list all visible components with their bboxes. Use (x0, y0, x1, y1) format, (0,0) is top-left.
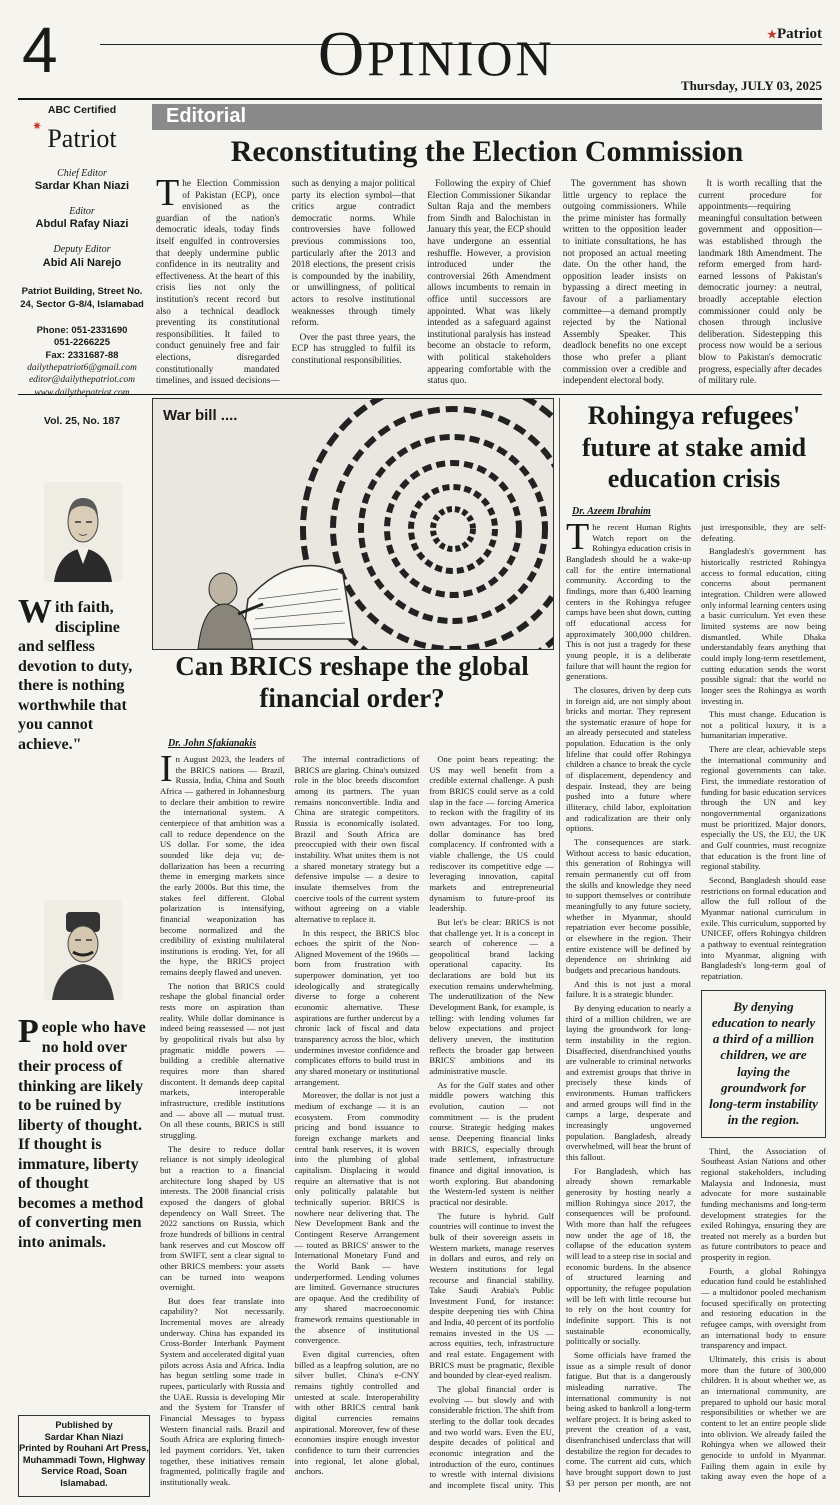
rohingya-paragraph: Fourth, a global Rohingya education fund could be established — a multidonor pooled mechanism focused specifically on protecting and restoring education in the refugee camps, with oversight from an international body to ensure transparency and impact. (701, 1265, 826, 1351)
brics-paragraph: One point bears repeating: the US may well benefit from a credible external challenge. A push from BRICS could serve as a cold slap in the face — forcing America to reckon with the fragility of its own advantages. For too long, dollar dominance has bred complacency. If confronted with a viable challenge, the US could rediscover its competitive edge — leveraging innovation, capital markets and entrepreneurial dynamism to future-proof its leadership. (429, 754, 554, 914)
staff-role: Editor (69, 205, 95, 217)
section-title-initial: O (318, 18, 368, 89)
paragraph-text: he Election Commission of Pakistan (ECP), once envisioned as the guardian of the nation's democratic ideals, today finds itself engulfed in controversies that deeply undermine public confidence in its neutrality and effectiveness. At the heart of this crisis lies not only the institution's recent record but also a technical deadlock preventing its constitutional responsibilities. It failed to conduct genuinely free and fair elections, disregarded constitutionally mandated timelines, and issued decisions—such as denying a major political party its election symbol—that critics argue contradict democratic norms. While controversies have followed previous commissions too, particularly after the 2013 and 2018 elections, the present crisis is compounded by the inability, or unwillingness, of political actors to resolve institutional weaknesses through timely reform. (156, 178, 416, 386)
editorial-label: Editorial (166, 105, 247, 127)
brics-paragraph: As for the Gulf states and other middle powers watching this evolution, caution — not commitment — is the prudent course. Strategic hedging makes sense. Deepening financial links with BRICS, especially through trade settlement, infrastructure finance and digital innovation, is worth exploring. But abandoning the Western-led system is neither practical nor desirable. (429, 1079, 554, 1207)
brics-paragraph: Even digital currencies, often billed as a leapfrog solution, are no silver bullet. China's e-CNY remains tightly controlled and untested at scale. Interoperability with other BRICS central bank digital currencies remains aspirational. Moreover, few of these economies inspire enough investor confidence to turn their currencies into regional, let alone global, anchors. (294, 1349, 420, 1477)
paragraph-text: n August 2023, the leaders of the BRICS nations — Brazil, Russia, India, China and South Africa — gathered in Johannesburg to declare their ambition to rewire the international system. A centerpiece of that ambition was a call to reduce dependence on the US dollar. For some, the idea sounded like deja vu; de-dollarization has been a recurring theme in emerging markets since the early 2000s. But this time, the stakes feel different. Global polarization is intensifying, financial weaponization has become normalized and the credibility of existing multilateral institutions is eroding. Yet, for all the hype, the BRICS project remains deeply flawed and uneven. (160, 754, 285, 978)
cartoon-caption: War bill .... (163, 407, 238, 424)
quote-jinnah (18, 593, 148, 754)
publisher-box (18, 1415, 150, 1497)
rohingya-paragraph (566, 522, 691, 682)
email-1: dailythepatriot6@gmail.com (27, 363, 137, 374)
rohingya-paragraph: This must change. Education is not a political luxury, it is a humanitarian imperative. (701, 709, 826, 741)
quote-initial: W (18, 593, 52, 630)
phone-2: 051-2266225 (54, 337, 110, 349)
editorial-paragraph: It is worth recalling that the current procedure for appointments—requiring meaningful consultation between government and opposition—was established through the landmark 18th Amendment. The reform emerged from hard-earned lessons of Pakistan's democratic journey: a neutral, broadly acceptable election commissioner could only be chosen through inclusive deliberation. Sidestepping this process now would be a serious blow to Pakistan's democratic progress, especially after decades of military rule. (698, 178, 822, 386)
staff-role: Deputy Editor (53, 244, 111, 256)
fax: Fax: 2331687-88 (45, 349, 119, 361)
rohingya-byline: Dr. Azeem Ibrahim (572, 506, 651, 517)
rohingya-pull-quote: By denying education to nearly a third of a million children, we are laying the groundwork for long-term instability in the region. (701, 990, 826, 1138)
quote-text: ith faith, discipline and selfless devotion to duty, there is nothing worthwhile that you cannot achieve." (18, 599, 133, 753)
rohingya-paragraph: And this is not just a moral failure. It is a strategic blunder. (566, 978, 691, 1000)
editorial-paragraph: Over the past three years, the ECP has struggled to fulfil its constitutional responsibilities. (291, 331, 416, 365)
brics-paragraph: The global financial order is evolving — but slowly and with considerable friction. The shift from sterling to the dollar took decades and two world wars. Even the EU, despite decades of political and economic integration and the introduction of the euro, continues to wrestle with internal divisions and incomplete fiscal unity. This (429, 1384, 554, 1490)
publisher-name: Sardar Khan Niazi (44, 1431, 124, 1442)
top-rule (18, 98, 822, 100)
brics-paragraph: The internal contradictions of BRICS are glaring. China's outsized role in the bloc breeds discomfort among its partners. The yuan remains nonconvertible. India and China are strategic competitors. Russia is economically isolated. Brazil and South Africa are preoccupied with their own fiscal instability. What unites them is not a shared monetary strategy but a defensive impulse — a desire to insulate themselves from the coercive tools of the current system without agreeing on a viable alternative to replace it. (294, 754, 420, 924)
rohingya-paragraph: Ultimately, this crisis is about more than the future of 300,000 children. It is about whether we, as an international community, are prepared to uphold our basic moral responsibilities or whether we are content to let an entire people slide into oblivion. We already failed the Rohingya when we allowed their genocide to unfold in Myanmar. Failing them again in exile by taking away even the hope of a (701, 1354, 826, 1482)
rohingya-paragraph: For Bangladesh, which has already shown remarkable generosity by hosting nearly a million Rohingya since 2017, the consequences will be profound. With more than half the refugees now under the age of 18, the collapse of the education system will lead to a steep rise in social and economic burdens. In the absence of structured learning and opportunity, the refugee population will be left with little recourse but to rely on the host country for indefinite support. This is not sustainable economically, politically or socially. (566, 1165, 691, 1347)
drop-cap: T (566, 522, 590, 558)
brics-byline: Dr. John Sfakianakis (168, 738, 257, 749)
brics-paragraph: The notion that BRICS could reshape the global financial order rests more on aspiration than reality. While dollar dominance is indeed being reassessed — not just by geopolitical rivals but also by pragmatic middle powers — building a credible alternative requires more than shared discontent. It demands deep capital markets, interoperable infrastructure, credible institutions and — above all — mutual trust. On all these counts, BRICS is still struggling. (160, 980, 285, 1140)
page-number: 4 (22, 14, 58, 86)
logo-text: Patriot (47, 124, 117, 154)
rohingya-paragraph: Second, Bangladesh should ease restrictions on formal education and allow the full rollout of the Myanmar national curriculum in exile. This curriculum, supported by UNICEF, offers Rohingya children a pathway to eventual reintegration into Myanmar, aligning with Bangladesh's long-term goal of repatriation. (701, 875, 826, 981)
rohingya-headline: Rohingya refugees' future at stake amid education crisis (581, 401, 807, 494)
header-brand-text: Patriot (777, 26, 822, 42)
editorial-cartoon (152, 398, 554, 650)
website: www.dailythepatriot.com (34, 387, 130, 398)
rohingya-paragraph: Bangladesh's government has historically restricted Rohingya access to formal education, citing concerns about permanent integration. Children were allowed only informal learning centers using a basic curriculum. Yet even these limited systems are now being dismantled. While Dhaka understandably fears anything that could imply long-term resettlement, cutting education sends the worst possible signal: that the world no longer sees the Rohingya as worth investing in. (701, 546, 826, 706)
drop-cap: I (160, 754, 173, 790)
office-address: Patriot Building, Street No. 24, Sector G-8/4, Islamabad (20, 286, 144, 310)
email-2: editor@dailythepatriot.com (28, 375, 136, 386)
staff-name: Abid Ali Narejo (42, 256, 122, 269)
column-rule (559, 398, 560, 1492)
issue-date: Thursday, JULY 03, 2025 (681, 78, 822, 93)
publisher-line: Published by (55, 1420, 113, 1430)
rohingya-paragraph: By denying education to nearly a third of a million children, we are laying the groundwork for long-term instability in the region. Disaffected, disenfranchised youths are vulnerable to criminal networks and extremist groups that thrive in precisely these kinds of environments. Human traffickers and armed groups will find in the camps a large, desperate and increasingly ungoverned population. Bangladesh, already overwhelmed, will bear the brunt of this fallout. (566, 1002, 691, 1163)
staff-name: Sardar Khan Niazi (34, 180, 130, 193)
quote-iqbal (18, 1013, 148, 1252)
section-title (318, 18, 555, 89)
patriot-logo (18, 119, 146, 156)
brics-paragraph: The future is hybrid. Gulf countries will continue to invest the bulk of their sovereign assets in Western markets, manage reserves in dollars and euros, and rely on Western institutions for legal recourse and financial stability. Take Saudi Arabia's Public Investment Fund, for instance: despite deepening ties with China and India, 40 percent of its portfolio remains invested in the US — across equities, tech, infrastructure and real estate. Engagement with BRICS must be pragmatic, flexible and bounded by clear-eyed realism. (429, 1210, 554, 1381)
printer-info: Printed by Rouhani Art Press, Muhammadi Town, Highway Service Road, Soan Islamabad. (19, 1443, 149, 1488)
rohingya-paragraph: Third, the Association of Southeast Asian Nations and other regional stakeholders, including Malaysia and Indonesia, must advocate for more sustainable funding mechanisms and long-term development strategies for the exiled Rohingya, ensuring they are treated not merely as a burden but as future contributors to peace and prosperity in region. (701, 1145, 826, 1263)
rohingya-paragraph: There are clear, achievable steps the international community and regional governments can take. First, the immediate restoration of funding for basic education services through the UN and key nongovernmental organizations must be prioritized. Major donors, especially the US, the EU, the UK and Gulf countries, must recognize that education is the front line of regional stability. (701, 744, 826, 872)
jinnah-portrait (44, 482, 122, 582)
rohingya-paragraph: The consequences are stark. Without access to basic education, this generation of Rohingya will remain permanently cut off from the skills and knowledge they need to support themselves or contribute meaningfully to any future society, whether in Myanmar, should repatriation ever become possible, or elsewhere in the region. Their entire existence will be defined by dependence on shrinking aid budgets and precarious handouts. (566, 837, 691, 975)
phone: Phone: 051-2331690 (36, 325, 128, 337)
brics-body (160, 754, 554, 1494)
abc-certified: ABC Certified (47, 104, 117, 116)
section-title-rest: PINION (367, 30, 555, 86)
editorial-paragraph: The government has shown little urgency to replace the outgoing commissioners. While the prime minister has formally written to the opposition leader to initiate consultations, he has not proposed an actual meeting date. On the other hand, the opposition leader insists on bypassing a direct meeting in favour of a parliamentary committee—a demand promptly rejected by the National Assembly Speaker. This deadlock benefits no one except those who prefer a pliant commission over a credible and independent electoral body. (562, 178, 687, 386)
section-rule (18, 394, 822, 395)
cartoon-drawing (153, 399, 553, 649)
brics-paragraph (160, 754, 285, 978)
editorial-headline: Reconstituting the Election Commission (230, 135, 744, 168)
masthead-sidebar (18, 104, 146, 428)
volume-number: Vol. 25, No. 187 (43, 415, 121, 428)
quote-initial: P (18, 1013, 39, 1050)
staff-name: Abdul Rafay Niazi (35, 218, 129, 231)
rohingya-paragraph: The closures, driven by deep cuts in foreign aid, are not simply about bricks and mortar. They represent the systematic erasure of hope for an already persecuted and stateless population. Education is the only lifeline that could offer Rohingya children a chance to break the cycle of displacement, dependency and despair. Instead, they are being pushed into a future where illiteracy, child labor, exploitation and radicalization are their only options. (566, 684, 691, 834)
editorial-banner (152, 104, 822, 130)
brics-paragraph: But let's be clear: BRICS is not that challenge yet. It is a concept in search of coherence — a geopolitical brand lacking operational capacity. Its declarations are bold but its execution remains underwhelming. The underutilization of the New Development Bank, for example, is telling: with lending volumes far below expectations and project delivery uneven, the institution reflects the broader gap between BRICS' ambitions and its administrative muscle. (429, 916, 554, 1077)
star-icon: ✷ (32, 119, 43, 134)
editorial-body (156, 178, 822, 388)
iqbal-portrait (44, 900, 122, 1000)
rohingya-body (566, 522, 826, 1496)
contact-info (18, 325, 146, 399)
editorial-paragraph: Following the expiry of Chief Election Commissioner Sikandar Sultan Raja and the members from Sindh and Balochistan in January this year, the ECP should have undergone an essential reshuffle. However, a provision introduced under the controversial 26th Amendment allows incumbents to remain in office until successors are appointed. What was likely intended as a safeguard against institutional paralysis has instead become an obstacle to reform, with political stakeholders appearing comfortable with the status quo. (427, 178, 551, 386)
header-brand (767, 26, 822, 43)
brics-paragraph: Moreover, the dollar is not just a medium of exchange — it is an ecosystem. From commodity pricing and bond issuance to foreign exchange markets and central bank reserves, it is woven into the plumbing of global capitalism. Displacing it would require an alternative that is not only politically palatable but technically superior. BRICS is nowhere near delivering that. The New Development Bank and the Contingent Reserve Arrangement — touted as BRICS' answer to the International Monetary Fund and the World Bank — have underperformed. Lending volumes are limited. Governance structures are opaque. And the credibility of any shared macroeconomic framework remains questionable in the absence of institutional convergence. (294, 1090, 420, 1346)
paragraph-text: he recent Human Rights Watch report on the Rohingya education crisis in Bangladesh should be a wake-up call for the entire international community. According to the findings, more than 6,400 learning centers in the Rohingya refugee camps have been shut down, cutting off educational access for approximately 300,000 children. This is not just a tragedy for these young people, it is a deliberate failure that will haunt the region for generations. (566, 522, 691, 682)
staff-role: Chief Editor (57, 167, 107, 179)
quote-text: eople who have no hold over their process of thinking are likely to be ruined by liberty of thought. If thought is immature, liberty of thought becomes a method of converting men into animals. (18, 1019, 146, 1251)
brics-headline: Can BRICS reshape the global financial order? (175, 651, 529, 714)
brics-paragraph: The desire to reduce dollar reliance is not simply ideological but a reaction to a financial architecture long shaped by US interests. The 2008 financial crisis exposed the dangers of global dependency on Wall Street. The 2022 sanctions on Russia, which froze hundreds of billions in central bank reserves and cut Moscow off from SWIFT, sent a clear signal to other BRICS members: your assets can be turned into weapons overnight. (160, 1143, 285, 1293)
brics-paragraph: In this respect, the BRICS bloc echoes the spirit of the Non-Aligned Movement of the 1960s — born from frustration with superpower domination, yet too ideologically and strategically diverse to forge a coherent economic alternative. These aspirations are further undercut by a chronic lack of fiscal and data transparency across the bloc, which undermines investor confidence and complicates efforts to build trust in any shared monetary or institutional arrangement. (294, 927, 420, 1087)
star-icon: ★ (767, 29, 778, 41)
brics-paragraph: But does fear translate into capability? Not necessarily. Incremental moves are already underway. China has expanded its Cross-Border Interbank Payment System and accelerated digital yuan pilots across Asia and Africa. India has begun settling some trade in rupees, particularly with Russia and the UAE. Russia is developing Mir and the System for Transfer of Financial Messages to bypass Western financial rails. Brazil and South Africa are exploring fintech-led payment corridors. Yet, taken together, these initiatives remain fragmented, politically fragile and institutionally weak. (160, 1295, 285, 1487)
rohingya-paragraph: Some officials have framed the issue as a simple result of donor fatigue. But that is a dangerously misleading narrative. The international community is not being asked to bankroll a long-term welfare project. It is being asked to prevent the creation of a vast, disenfranchised underclass that will destabilize the region for decades to come. The current aid cuts, which have brought support down to just $3 per person per month, are not just irresponsible, they are self-defeating. (566, 522, 826, 1488)
drop-cap: T (156, 178, 180, 214)
